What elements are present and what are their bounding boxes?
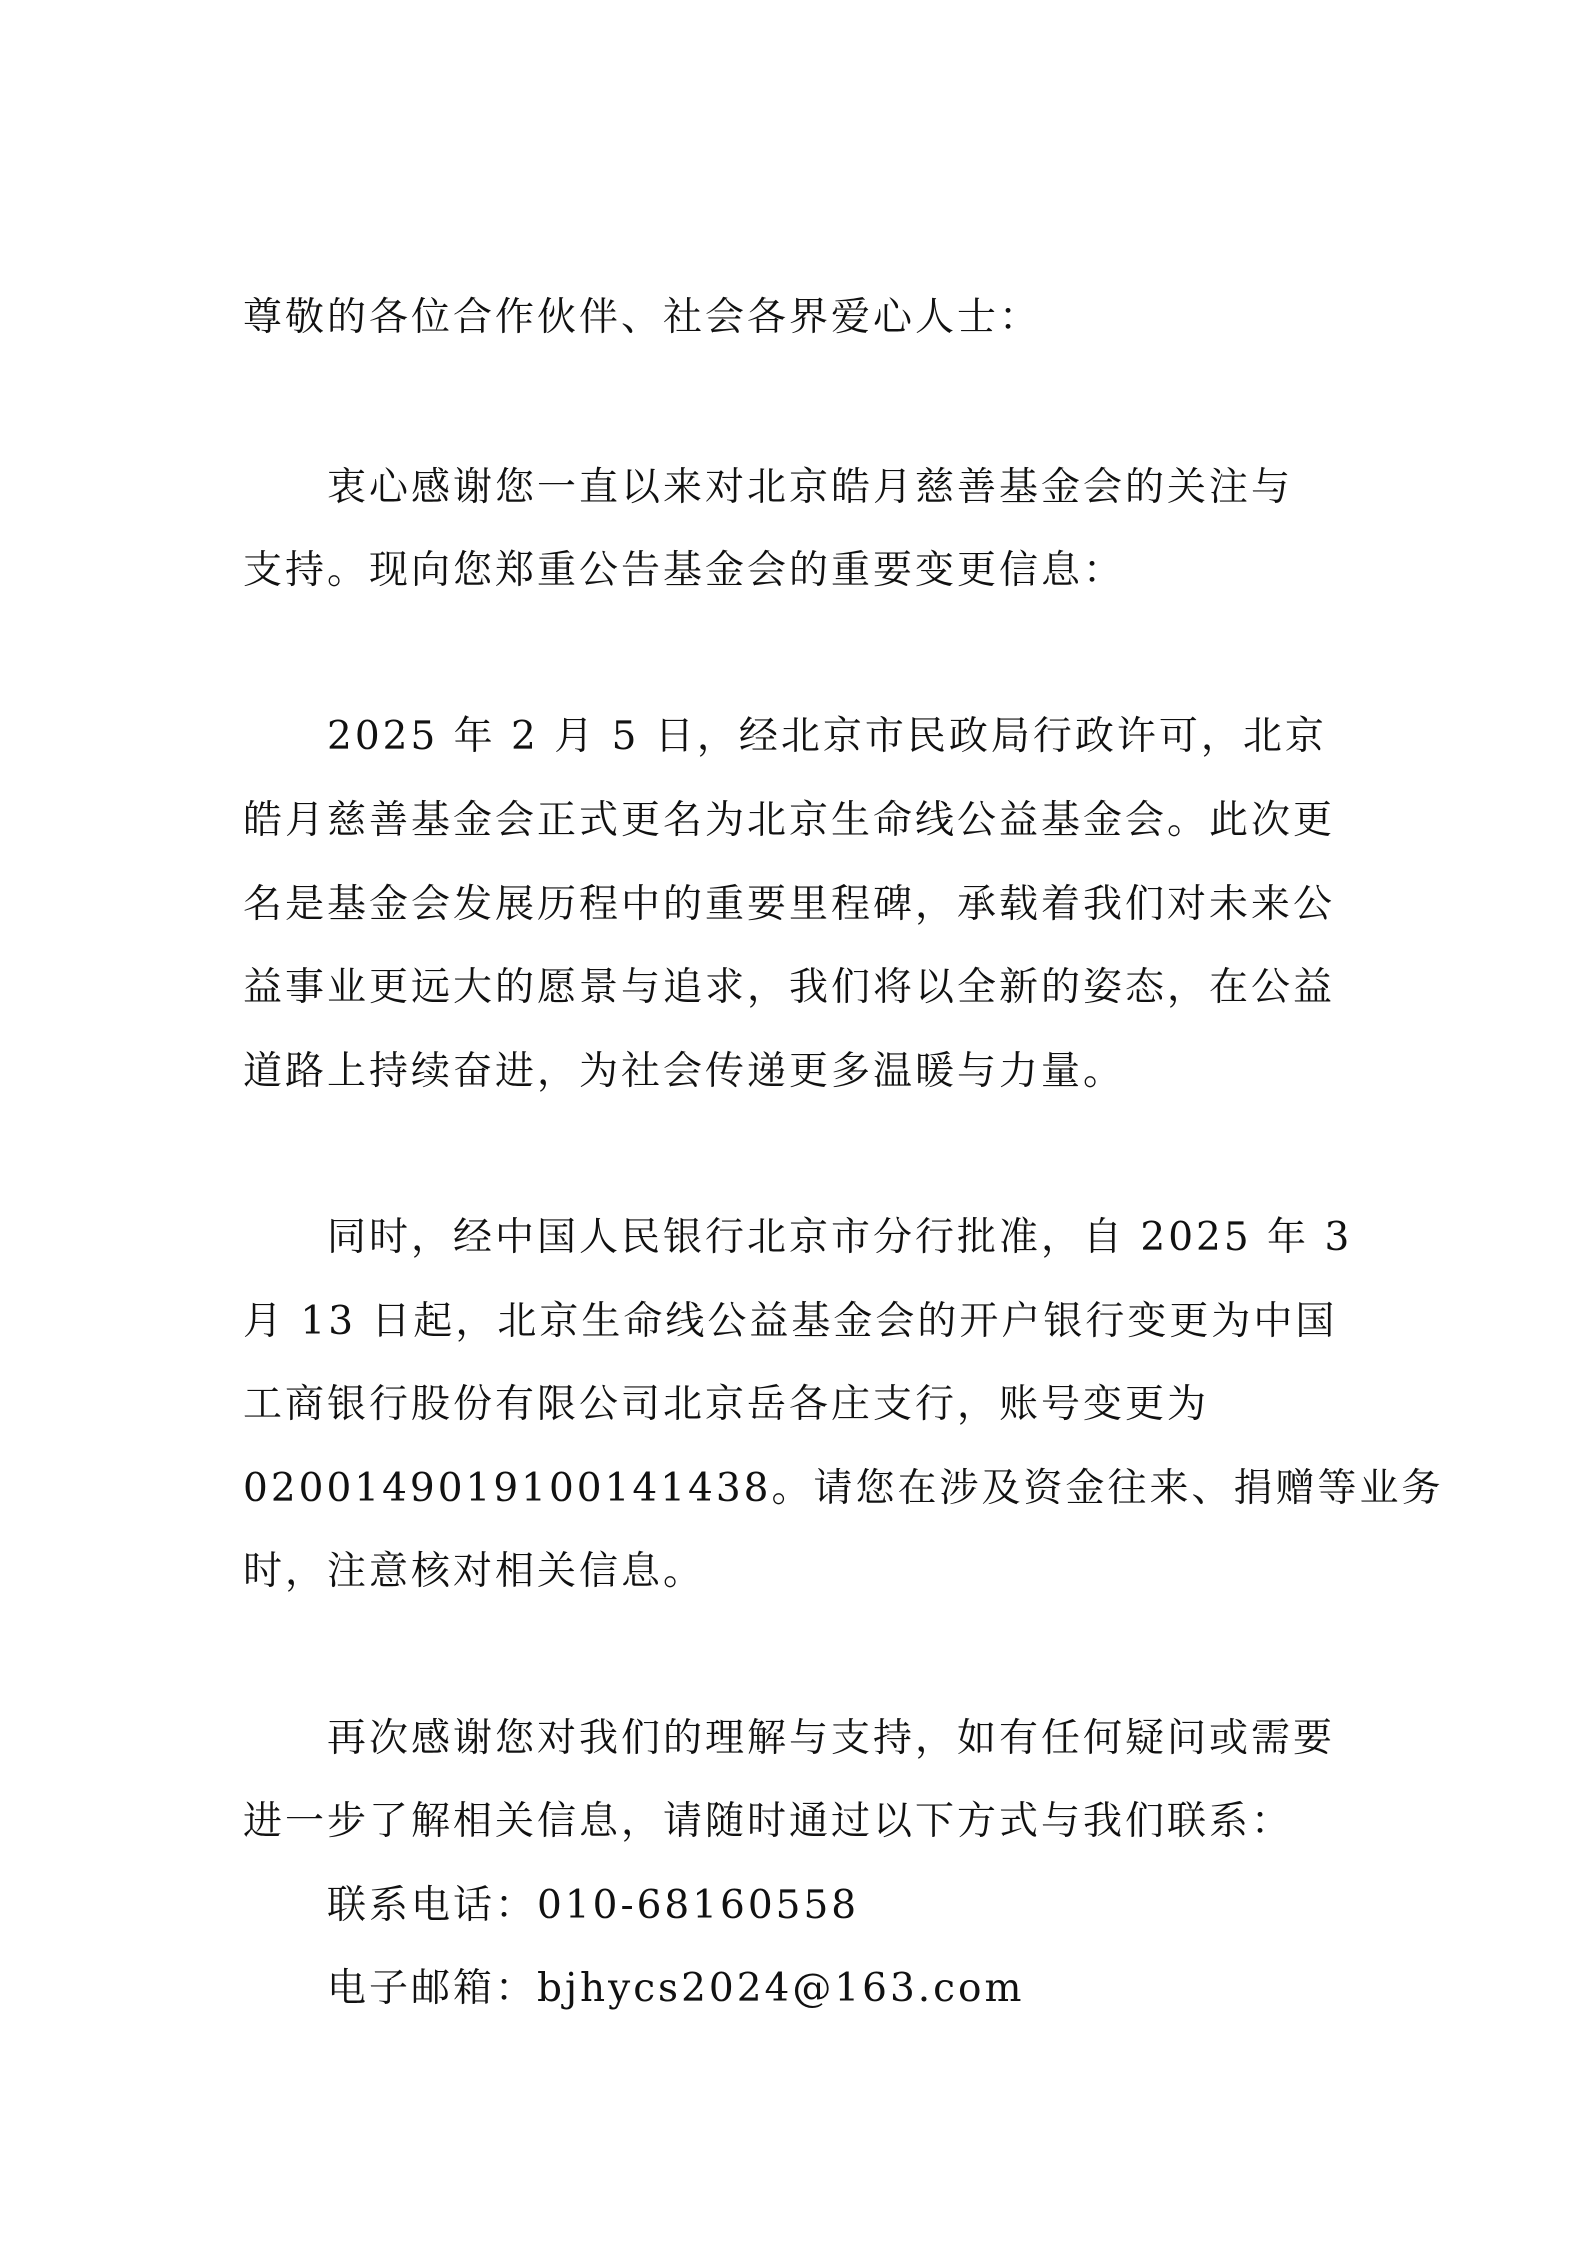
paragraph-2-line-3: 名是基金会发展历程中的重要里程碑，承载着我们对未来公 [243, 882, 1336, 927]
contact-email: 电子邮箱：bjhycs2024@163.com [327, 1966, 1025, 2011]
paragraph-1-line-2: 支持。现向您郑重公告基金会的重要变更信息： [243, 548, 1126, 593]
paragraph-4-line-1: 再次感谢您对我们的理解与支持，如有任何疑问或需要 [327, 1716, 1336, 1761]
paragraph-3-line-3: 工商银行股份有限公司北京岳各庄支行，账号变更为 [243, 1382, 1210, 1427]
paragraph-2-line-1: 2025 年 2 月 5 日，经北京市民政局行政许可，北京 [327, 714, 1327, 759]
paragraph-3-line-2: 月 13 日起，北京生命线公益基金会的开户银行变更为中国 [243, 1299, 1338, 1344]
contact-phone: 联系电话：010-68160558 [327, 1883, 860, 1928]
paragraph-4-line-2: 进一步了解相关信息，请随时通过以下方式与我们联系： [243, 1799, 1294, 1844]
paragraph-2-line-2: 皓月慈善基金会正式更名为北京生命线公益基金会。此次更 [243, 798, 1336, 843]
paragraph-2-line-5: 道路上持续奋进，为社会传递更多温暖与力量。 [243, 1049, 1126, 1094]
paragraph-3-line-1: 同时，经中国人民银行北京市分行批准，自 2025 年 3 [327, 1215, 1353, 1260]
paragraph-2-line-4: 益事业更远大的愿景与追求，我们将以全新的姿态，在公益 [243, 965, 1336, 1010]
salutation: 尊敬的各位合作伙伴、社会各界爱心人士： [243, 295, 1042, 340]
paragraph-3-line-4: 0200149019100141438。请您在涉及资金往来、捐赠等业务 [243, 1466, 1444, 1511]
paragraph-1-line-1: 衷心感谢您一直以来对北京皓月慈善基金会的关注与 [327, 465, 1294, 510]
paragraph-3-line-5: 时，注意核对相关信息。 [243, 1549, 706, 1594]
